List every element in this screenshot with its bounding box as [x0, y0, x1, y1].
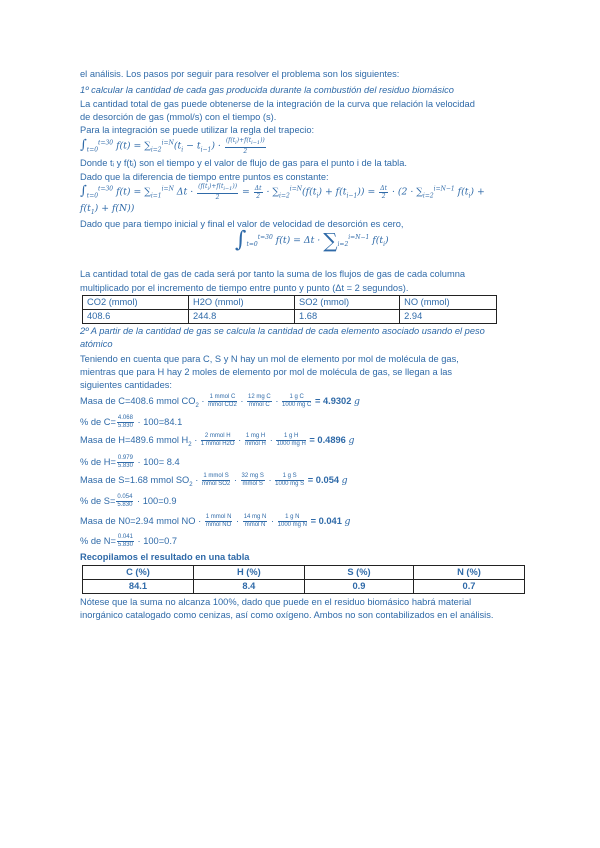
table-row [83, 296, 497, 310]
mass-s-unit: g [341, 474, 348, 486]
pct-h-label: % de H= [80, 456, 116, 467]
table-header-cell: S (%) [304, 566, 413, 580]
summary-table [82, 565, 525, 594]
note-line: Nótese que la suma no alcanza 100%, dado que puede en el residuo biomásico habrá material [80, 597, 472, 607]
mass-n-equation: Masa de N0=2.94 mmol NO · $\frac{\text{1 mmol N}}{\text{mmol NO}}$ · $\frac{\text{14 mg N}}{\text{mmol N}}$ · $\frac{\text{1 g N}}{\text{1000 mg N}}$ = 0.041 g [80, 514, 351, 528]
pct-c-den: 5.830 [117, 423, 133, 429]
paragraph-line: Dado que para tiempo inicial y final el valor de velocidad de desorción es cero, [80, 219, 404, 229]
mass-s-label: Masa de S=1.68 mmol SO [80, 474, 190, 485]
trapezoid-formula: $\int_{t=0}^{t=30}$ $f(t) = \sum_{i=2}^{i=N}(t_i - t_{i-1})$ · $\frac{(f(t_i)+f(t_{i-1}))}{2}$ [80, 137, 265, 156]
paragraph-line: Donde tᵢ y f(tᵢ) son el tiempo y el valor de flujo de gas para el punto i de la tabla. [80, 158, 407, 168]
mass-c-label: Masa de C=408.6 mmol CO [80, 395, 196, 406]
paragraph-line: de desorción de gas (mmol/s) con el tiempo (s). [80, 112, 277, 122]
mass-c-unit: g [354, 395, 360, 407]
table-cell: 0.7 [414, 580, 525, 594]
pct-h-num: 0.979 [117, 455, 133, 461]
paragraph-line: La cantidad total de gas puede obtenerse de la integración de la curva que relación la velocidad [80, 99, 475, 109]
step1-title: 1º calcular la cantidad de cada gas producida durante la combustión del residuo biomásico [80, 85, 454, 95]
mass-h-label: Masa de H=489.6 mmol H [80, 434, 189, 445]
table-row [83, 566, 525, 580]
pct-n-tail: · 100=0.7 [137, 535, 178, 546]
intro-line: el análisis. Los pasos por seguir para resolver el problema son los siguientes: [80, 69, 400, 79]
pct-n-equation [80, 534, 177, 549]
pct-c-tail: · 100=84.1 [137, 416, 183, 427]
paragraph-line: Teniendo en cuenta que para C, S y N hay un mol de elemento por mol de molécula de gas, [80, 354, 459, 364]
final-formula: $\int_{t=0}^{t=30}$ $f(t) = \Delta t \cdot \sum_{i=2}^{i=N-1}$ $f(t_i)$ [235, 227, 389, 253]
pct-s-equation [80, 494, 177, 509]
pct-c-equation [80, 415, 182, 430]
table-cell: 0.9 [304, 580, 413, 594]
table-cell: 408.6 [83, 310, 189, 324]
mass-h-result: = 0.4896 [309, 434, 346, 445]
paragraph-line: La cantidad total de gas de cada será por tanto la suma de los flujos de gas de cada columna [80, 269, 466, 279]
pct-h-equation [80, 455, 180, 470]
table-header-cell: CO2 (mmol) [83, 296, 189, 310]
table-header-cell: H (%) [193, 566, 304, 580]
paragraph-line: mientras que para H hay 2 moles de elemento por mol de molécula de gas, se llegan a las [80, 367, 453, 377]
table-cell: 244.8 [189, 310, 295, 324]
table-header-cell: H2O (mmol) [189, 296, 295, 310]
table-row [83, 580, 525, 594]
mass-h-unit: g [348, 434, 355, 446]
paragraph-line: Para la integración se puede utilizar la regla del trapecio: [80, 125, 315, 135]
summary-title: Recopilamos el resultado en una tabla [80, 552, 250, 562]
mass-c-equation: Masa de C=408.6 mmol $CO_2$ · $\frac{\text{1 mmol C}}{\text{mmol CO2}}$ · $\frac{\text{12 mg C}}{\text{mmol C}}$ · $\frac{\text{1 g C}}{\text{1000 mg C}}$ = 4.9302 g [80, 394, 360, 409]
step2-title: 2º A partir de la cantidad de gas se calcula la cantidad de cada elemento asociado usando el peso [80, 326, 485, 336]
paragraph-line: multiplicado por el incremento de tiempo entre punto y punto (Δt = 2 segundos). [80, 283, 409, 293]
pct-s-num: 0.054 [117, 494, 133, 500]
pct-c-num: 4.068 [117, 415, 133, 421]
constant-step-formula: $\int_{t=0}^{t=30}$ $f(t) = \sum_{i=1}^{i=N}$ Δt · $\frac{(f(t_i)+f(t_{i-1}))}{2}$ = $\frac{\Delta t}{2}$ · $\sum_{i=2}^{i=N}(f(t_i) + f(t_{i-1}))$ = $\frac{\Delta t}{2}$ · ($2 \cdot \sum_{i=2}^{i=N-1}$ $f(t_i)$ + [80, 183, 485, 202]
table-cell: 2.94 [400, 310, 497, 324]
mass-h-equation: Masa de H=489.6 mmol $H_2$ · $\frac{\text{2 mmol H}}{\text{1 mmol H2O}}$ · $\frac{\text{1 mg H}}{\text{mmol H}}$ · $\frac{\text{1 g H}}{\text{1000 mg H}}$ = 0.4896 g [80, 433, 355, 448]
mass-s-result: = 0.054 [307, 474, 340, 485]
gas-table [82, 295, 497, 324]
mass-c-result: = 4.9302 [314, 395, 352, 406]
paragraph-line: siguientes cantidades: [80, 380, 172, 390]
table-cell: 8.4 [193, 580, 304, 594]
pct-h-tail: · 100= 8.4 [137, 456, 180, 467]
table-header-cell: NO (mmol) [400, 296, 497, 310]
constant-step-formula-cont: $f(t_1) + f(N)$) [80, 203, 135, 216]
table-cell: 1.68 [295, 310, 400, 324]
mass-s-equation: Masa de S=1.68 mmol $SO_2$ · $\frac{\text{1 mmol S}}{\text{mmol SO2}}$ · $\frac{\text{32 mg S}}{\text{mmol S}}$ · $\frac{\text{1 g S}}{\text{1000 mg S}}$ = 0.054 g [80, 473, 348, 488]
pct-s-label: % de S= [80, 495, 116, 506]
note-line: inorgánico catalogado como cenizas, así como oxígeno. Ambos no son contabilizados en el análisis. [80, 610, 494, 620]
pct-n-label: % de N= [80, 535, 116, 546]
pct-n-den: 5.830 [117, 542, 133, 548]
pct-h-den: 5.830 [117, 463, 133, 469]
pct-c-label: % de C= [80, 416, 116, 427]
mass-n-label: Masa de N0=2.94 mmol NO [80, 515, 196, 526]
table-header-cell: SO2 (mmol) [295, 296, 400, 310]
table-header-cell: C (%) [83, 566, 194, 580]
pct-s-den: 5.830 [117, 502, 133, 508]
paragraph-line: Dado que la diferencia de tiempo entre puntos es constante: [80, 172, 329, 182]
step2-title-cont: atómico [80, 339, 113, 349]
table-row [83, 310, 497, 324]
table-cell: 84.1 [83, 580, 194, 594]
mass-n-unit: g [344, 515, 351, 527]
table-header-cell: N (%) [414, 566, 525, 580]
pct-n-num: 0.041 [117, 534, 133, 540]
pct-s-tail: · 100=0.9 [137, 495, 177, 506]
mass-n-result: = 0.041 [310, 515, 342, 526]
